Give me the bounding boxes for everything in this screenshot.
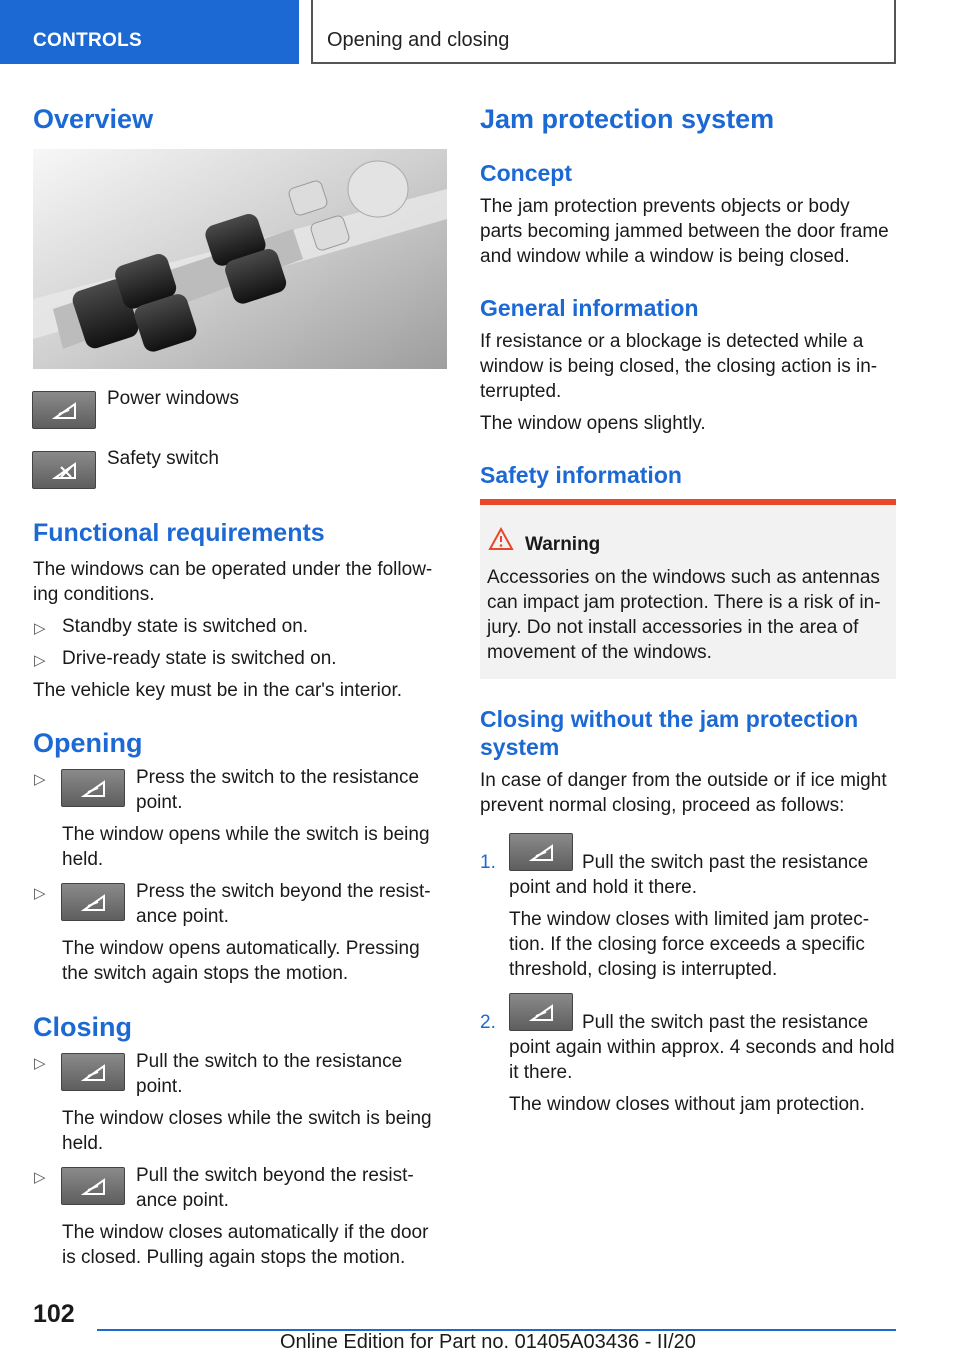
concept-text-2: parts becoming jammed between the door frame — [480, 221, 889, 242]
general-info-text-4: The window opens slightly. — [480, 413, 706, 434]
general-info-heading: General information — [480, 295, 699, 321]
without-step-1-result-2: tion. If the closing force exceeds a specific — [509, 934, 865, 955]
closing-step-2-result-1: The window closes automatically if the door — [62, 1222, 429, 1243]
bullet-icon: ▷ — [34, 1169, 46, 1186]
power-window-switch-icon — [32, 391, 96, 429]
window-switch-icon — [61, 1053, 125, 1091]
opening-step-1-result-2: held. — [62, 849, 104, 870]
safety-info-heading: Safety information — [480, 462, 682, 488]
concept-text-3: and window while a window is being closed. — [480, 246, 850, 267]
window-switch-icon — [61, 769, 125, 807]
without-step-2-line-2: point again within approx. 4 seconds and hold — [509, 1037, 895, 1058]
general-info-text-2: window is being closed, the closing action is in- — [480, 356, 878, 377]
warning-text-3: jury. Do not install accessories in the area of — [487, 617, 859, 638]
step-number-1: 1. — [480, 852, 496, 873]
without-step-2-line-1: Pull the switch past the resistance — [582, 1012, 869, 1033]
functional-heading: Functional requirements — [33, 519, 325, 547]
closing-step-1-line-2: point. — [136, 1076, 183, 1097]
warning-box — [480, 499, 896, 679]
safety-switch-label: Safety switch — [107, 448, 219, 469]
warning-text-1: Accessories on the windows such as antennas — [487, 567, 880, 588]
section-label: CONTROLS — [33, 30, 143, 51]
closing-step-1-result-2: held. — [62, 1133, 104, 1154]
closing-step-2-result-2: is closed. Pulling again stops the motion. — [62, 1247, 406, 1268]
chapter-label: Opening and closing — [327, 29, 510, 51]
opening-step-2-line-2: ance point. — [136, 906, 229, 927]
jam-protection-heading: Jam protection system — [480, 104, 775, 134]
bullet-icon: ▷ — [34, 652, 46, 669]
general-info-text-3: terrupted. — [480, 381, 562, 402]
closing-heading: Closing — [33, 1012, 132, 1042]
warning-triangle-icon — [488, 527, 514, 551]
opening-step-1-line-2: point. — [136, 792, 183, 813]
without-jam-intro-1: In case of danger from the outside or if ice might — [480, 770, 887, 791]
warning-text-4: movement of the windows. — [487, 642, 712, 663]
window-switch-photo — [33, 149, 447, 369]
opening-step-2-result-1: The window opens automatically. Pressing — [62, 938, 420, 959]
without-step-2-line-3: it there. — [509, 1062, 573, 1083]
opening-step-2-line-1: Press the switch beyond the resist- — [136, 881, 431, 902]
window-switch-icon — [509, 833, 573, 871]
safety-switch-icon — [32, 451, 96, 489]
without-step-1-result-3: threshold, closing is interrupted. — [509, 959, 778, 980]
without-step-1-result-1: The window closes with limited jam protec- — [509, 909, 870, 930]
power-windows-label: Power windows — [107, 388, 239, 409]
closing-step-1-result-1: The window closes while the switch is being — [62, 1108, 432, 1129]
edition-text: Online Edition for Part no. 01405A03436 - II/20 — [280, 1331, 696, 1353]
closing-step-2-line-2: ance point. — [136, 1190, 229, 1211]
closing-step-1-line-1: Pull the switch to the resistance — [136, 1051, 403, 1072]
general-info-text-1: If resistance or a blockage is detected while a — [480, 331, 864, 352]
door-panel-illustration — [33, 149, 447, 369]
bullet-icon: ▷ — [34, 1055, 46, 1072]
without-jam-intro-2: prevent normal closing, proceed as follows: — [480, 795, 845, 816]
bullet-icon: ▷ — [34, 771, 46, 788]
opening-step-1-result-1: The window opens while the switch is being — [62, 824, 430, 845]
window-switch-icon — [61, 1167, 125, 1205]
without-step-1-line-1: Pull the switch past the resistance — [582, 852, 869, 873]
page-number: 102 — [33, 1300, 75, 1328]
step-number-2: 2. — [480, 1012, 496, 1033]
warning-title: Warning — [525, 534, 601, 555]
closing-step-2-line-1: Pull the switch beyond the resist- — [136, 1165, 414, 1186]
functional-note: The vehicle key must be in the car's interior. — [33, 680, 403, 701]
functional-bullet-2: Drive-ready state is switched on. — [62, 648, 337, 669]
window-switch-icon — [509, 993, 573, 1031]
without-step-1-line-2: point and hold it there. — [509, 877, 698, 898]
functional-intro-1: The windows can be operated under the follow- — [33, 559, 433, 580]
without-jam-heading-1: Closing without the jam protection — [480, 706, 859, 732]
warning-text-2: can impact jam protection. There is a risk of in- — [487, 592, 881, 613]
opening-step-2-result-2: the switch again stops the motion. — [62, 963, 349, 984]
opening-step-1-line-1: Press the switch to the resistance — [136, 767, 420, 788]
concept-heading: Concept — [480, 160, 572, 186]
opening-heading: Opening — [33, 728, 143, 758]
concept-text-1: The jam protection prevents objects or body — [480, 196, 850, 217]
bullet-icon: ▷ — [34, 885, 46, 902]
section-tab — [0, 0, 299, 64]
window-switch-icon — [61, 883, 125, 921]
bullet-icon: ▷ — [34, 620, 46, 637]
without-step-2-result-1: The window closes without jam protection. — [509, 1094, 865, 1115]
without-jam-heading-2: system — [480, 734, 560, 760]
chapter-tab — [311, 0, 896, 64]
overview-heading: Overview — [33, 104, 154, 134]
functional-intro-2: ing conditions. — [33, 584, 155, 605]
functional-bullet-1: Standby state is switched on. — [62, 616, 309, 637]
